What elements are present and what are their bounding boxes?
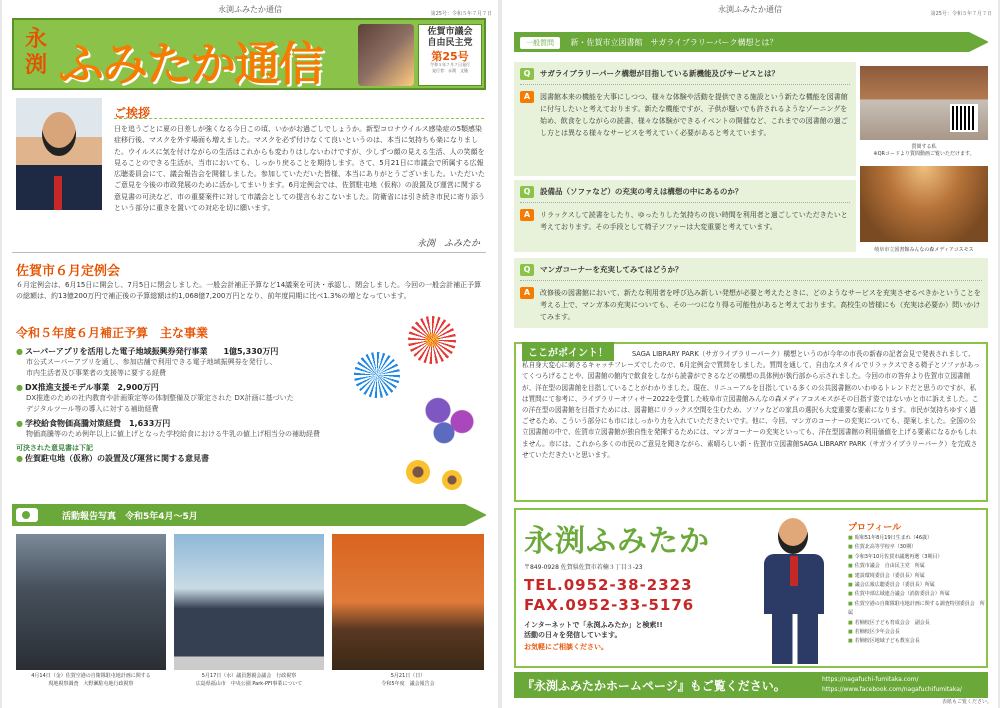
budget-item-title: ● DX推進支援モデル事業 2,900万円 (16, 382, 386, 393)
masthead-surname: 永渕 (24, 26, 47, 78)
budget-item (16, 346, 386, 379)
issue-date: 令和５年７月７日発行 (430, 62, 470, 67)
masthead-title: ふみたか通信 (58, 37, 322, 91)
camera-icon (16, 508, 38, 522)
firework-illustration (354, 352, 400, 398)
homepage-links (822, 675, 962, 695)
qr-code-icon[interactable] (950, 104, 978, 132)
profile-item: ■ 議会広報広聴委員会（委員長）所属 (848, 581, 988, 590)
homepage-text: 『永渕ふみたかホームページ』もご覧ください。 (522, 679, 786, 693)
greeting-title: ご挨拶 (114, 106, 151, 120)
budget-item-title: ● 学校給食物価高騰対策経費 1,633万円 (16, 418, 386, 429)
publisher-line2: 自由民主党 (427, 38, 473, 48)
issue-number: 第25号 (431, 50, 469, 63)
issuer: 発行者：永渕 文隆 (432, 68, 468, 73)
budget-item-desc: DX推進のための社内教育や計画策定等の体制整備及び策定された DX計画に基づいた (26, 394, 294, 402)
back-page (502, 0, 998, 708)
profile-item: ■ 佐賀空港の自衛隊駐屯地計画に関する調査特別委員会 所属 (848, 600, 988, 619)
publisher-box (418, 24, 482, 86)
answer-text: 図書館本来の機能を大事にしつつ、様々な体験や活動を提供できる施設という新たな機能を図書館に付与したいと考えております。新たな機能ですが、子供が騒いでも許されるようなゾーニングを始め、飲食をしながらの読書、様々な体験ができるイベントの開催など、これまでの図書館の過ごし方とは異なる様々なサービスを考えていく必要があると考えています。 (540, 93, 848, 137)
qa-block (514, 180, 856, 252)
question-text: マンガコーナーを充実してみてはどうか？ (540, 265, 683, 274)
budget-list (16, 346, 386, 464)
activity-photo-3 (332, 534, 484, 670)
morning-glory-illustration (420, 388, 480, 444)
qa-block (514, 258, 988, 328)
publisher-line1: 佐賀市議会 (427, 27, 473, 37)
profile-tel: TEL.0952-38-2323 (524, 576, 693, 594)
profile-address: 〒849-0928 佐賀県佐賀市若楠３丁目３-23 (524, 564, 643, 571)
budget-item-desc: 物価高騰等のため例年以上に値上げとなった学校給食における牛乳の値上げ相当分の補助経費 (26, 430, 320, 438)
running-title: 永渕ふみたか通信 (218, 5, 282, 14)
budget-item-title: ● スーパーアプリを活用した電子地域振興券発行事業 1億5,330万円 (16, 346, 386, 357)
photo-caption (16, 672, 166, 688)
budget-item (16, 382, 386, 415)
point-box (514, 342, 988, 502)
profile-item: ■ 佐賀市議会 自由民主党 所属 (848, 562, 988, 571)
session-title: 佐賀市６月定例会 (16, 264, 121, 279)
question-tag: 一般質問 (520, 37, 560, 49)
answer-text: リラックスして読書をしたり、ゆったりした気持ちの良い時間を利用者と過ごしていただきたいと考えております。その手段として椅子ソファーは大変重要と考えています。 (540, 211, 848, 231)
answer-icon: A (520, 287, 534, 299)
caption-line: 現地視察調査 大野瀬駐屯地行政視察 (48, 681, 134, 687)
portrait-photo (16, 98, 102, 210)
family-photo (358, 24, 414, 86)
footer-note: 表紙もご覧ください。 (941, 699, 992, 705)
homepage-banner (514, 672, 988, 698)
question-icon: Q (520, 68, 534, 80)
profile-item: ■ 若楠校区子ども育成会会 副会長 (848, 619, 988, 628)
answer-icon: A (520, 91, 534, 103)
greeting-signature: 永渕 ふみたか (416, 239, 480, 249)
sunflower-illustration (442, 470, 462, 490)
photo-caption (332, 672, 484, 688)
activity-photo-2 (174, 534, 324, 670)
profile-contact: お気軽にご相談ください。 (524, 643, 608, 651)
sunflower-illustration (406, 460, 430, 484)
profile-heading: プロフィール (848, 523, 902, 533)
facebook-link[interactable]: https://www.facebook.com/nagafuchifumitaka/ (822, 686, 962, 693)
budget-item (16, 418, 386, 440)
profile-item: ■ 若楠校区少年会会長 (848, 628, 988, 637)
net-line: インターネットで「永渕ふみたか」と検索!! (524, 621, 663, 629)
question-icon: Q (520, 186, 534, 198)
profile-item: ■ 佐賀中部広域連合議会（消防委員会）所属 (848, 590, 988, 599)
profile-name: 永渕ふみたか (524, 524, 710, 559)
point-tag: ここがポイント！ (522, 342, 614, 361)
divider (12, 252, 486, 253)
caption-line: 質問する私 (911, 144, 937, 150)
library-photo (860, 166, 988, 242)
issue-line: 第25号：令和５年７月７日 (430, 11, 492, 17)
greeting-body: 日を追うごとに夏の日差しが強くなる今日この頃、いかがお過ごしでしょうか。新型コロナウイルス感染症の5類感染症移行後、マスクを外す場面も増えました。マスクを必ず付けなくて良いというのは、本当に気持ちも楽になりました。ウイルスに気を付けながらの生活はこれからも変わりはしないわけですが、少しずつ顔の見える生活、人の笑顔を見ることのできる生活が、当市においても、しっかり戻ることを期待します。さて、5月21日に市議会で所属する広報広聴委員会にて、議会報告会を開催しました。参加していただいた皆様、本当にありがとうございました。いただいたご意見を今後の市政発展のために活かしてまいります。6月定例会では、佐賀駐屯地（仮称）の設置及び運営に関する意見書の可決など、市の重要案件に対して市議会としての提言もおこないました。防衛省には引き続き市民に寄り添うという部分に重きを置いての対応を切に願います。 (114, 125, 485, 213)
caption-line: 5月17日（水）議員懇親会議会 行政視察 (201, 673, 297, 679)
profile-item: ■ 若楠校区地域子ども教室会長 (848, 637, 988, 646)
caption-line: 令和5年度 議会報告会 (381, 681, 435, 687)
session-body: ６月定例会は、6月15日に開会し、7月5日に閉会しました。一般会計補正予算など14議案を可決・承認し、閉会しました。今回の一般会計補正予算の総額は、約13億200万円で補正後の予算総額は約1,068億7,200万円となり、前年度同期に比べ1.3%の増となっています。 (16, 281, 482, 300)
running-title: 永渕ふみたか通信 (718, 5, 782, 14)
photo-caption: 岐阜市立図書館みんなの森メディアコスモス (874, 247, 974, 253)
profile-item: ■ 建設環境委員会（委員長）所属 (848, 572, 988, 581)
profile-fax: FAX.0952-33-5176 (524, 596, 695, 614)
caption-line: ※QRコードより質問動画ご覧いただけます。 (873, 151, 975, 157)
resolution-item: ● 佐賀駐屯地（仮称）の設置及び運営に関する意見書 (16, 453, 386, 464)
answer-text: 改修後の図書館において、新たな利用者を呼び込み新しい発想が必要と考えたときに、どのようなサービスを充実させるべきかということを考える上で、マンガ本の充実についても、その一つになり得る可能性があると考えております。高校生の皆様にも（充実は必要か）問いかけてみます。 (540, 289, 981, 321)
activity-banner: 活動報告写真 令和5年4月～5月 (12, 504, 486, 526)
budget-item-desc: 市公式スーパーアプリを通し、参加店舗で利用できる電子地域振興券を発行し、 (26, 358, 277, 366)
activity-photo-1 (16, 534, 166, 670)
profile-item: ■ 令和3年10月佐賀市議選再選（3期目） (848, 553, 988, 562)
profile-internet (524, 620, 663, 640)
divider (114, 118, 484, 119)
politician-illustration (752, 514, 838, 664)
caption-line: 4月14日（金）佐賀空港の自衛隊駐屯地計画に関する (31, 673, 151, 679)
net-line: 活動の日々を発信しています。 (524, 631, 622, 639)
photo-caption (860, 144, 988, 158)
question-title: 新・佐賀市立図書館 サガライブラリーパーク構想とは？ (570, 38, 778, 47)
profile-item: ■ 佐賀北高等学校卒（30期） (848, 543, 988, 552)
budget-item-desc: 市内生活者及び事業者の支援等に要する経費 (26, 369, 166, 377)
photo-caption (174, 672, 324, 688)
website-link[interactable]: https://nagafuchi-fumitaka.com/ (822, 676, 919, 683)
caption-line: 広島県福山市 中央公園 Park-PFI事業について (195, 681, 303, 687)
resolution-heading: 可決された意見書は下記 (16, 444, 93, 452)
profile-item: ■ 昭和51年8月19日生まれ（46歳） (848, 534, 988, 543)
issue-line: 第25号：令和５年７月７日 (930, 11, 992, 17)
question-icon: Q (520, 264, 534, 276)
question-text: 設備品（ソファなど）の充実の考えは構想の中にあるのか？ (540, 187, 743, 196)
caption-line: 5月21日（日） (390, 673, 426, 679)
budget-title: 令和５年度６月補正予算 主な事業 (16, 326, 209, 340)
qa-block (514, 62, 856, 176)
front-page (2, 0, 498, 708)
profile-list (848, 534, 988, 647)
question-text: サガライブラリーパーク構想が目指している新機能及びサービスとは？ (540, 69, 780, 78)
budget-item-desc: デジタルツール等の導入に対する補助経費 (26, 405, 159, 413)
question-banner (514, 32, 988, 52)
firework-illustration (408, 316, 456, 364)
masthead (12, 18, 486, 90)
profile-box (514, 508, 988, 668)
point-body: SAGA LIBRARY PARK（サガライブラリーパーク）構想というのが今年の市長の新春の記者会見で発表されまして、私自身大変心に刺さるキャッチフレーズでしたので、6月定例会で質問をしました。質問を通して、自由なスタイルでリラックスできる椅子とソファがあってくつろげることや、図書館の館内で飲食をしながら読書ができるなどの構想の具体例が執行部から示されました。今回の市の答弁より佐賀市立図書館が、洋在型の図書館を目指していることがわかりました。現在、リニューアルを目指している多くの公共図書館のいわゆるトレンドだと思うのですが、私は質問にて参考に、ライブラリーオフィサー2022を受賞した岐阜市立図書館みんなの森メディアコスモスがその目指す姿ではないかと市に訴えました。この洋在型の図書館を目指すためには、図書館にリラックス空間を生むため、ソファなどの家具の選択も大変重要な要素になります。市民が気持ちゆすく過ごせるため、こういう部分にも市にはしっかり力を入れていただきたいです。他に、今回、マンガのコーナーの充実についても、提案しました。全国の公立図書館の中で、佐賀市立図書館が独自性を発揮するためには、マンガコーナーの充実といっても、洋在型図書館の利用価値を上げる要素になるかもしれません。市には、これから多くの市民のご意見を聞きながら、素晴らしい新・佐賀市立図書館SAGA LIBRARY PARK（サガライブラリーパーク）を完成させていただきたいと思います。 (522, 350, 980, 459)
answer-icon: A (520, 209, 534, 221)
